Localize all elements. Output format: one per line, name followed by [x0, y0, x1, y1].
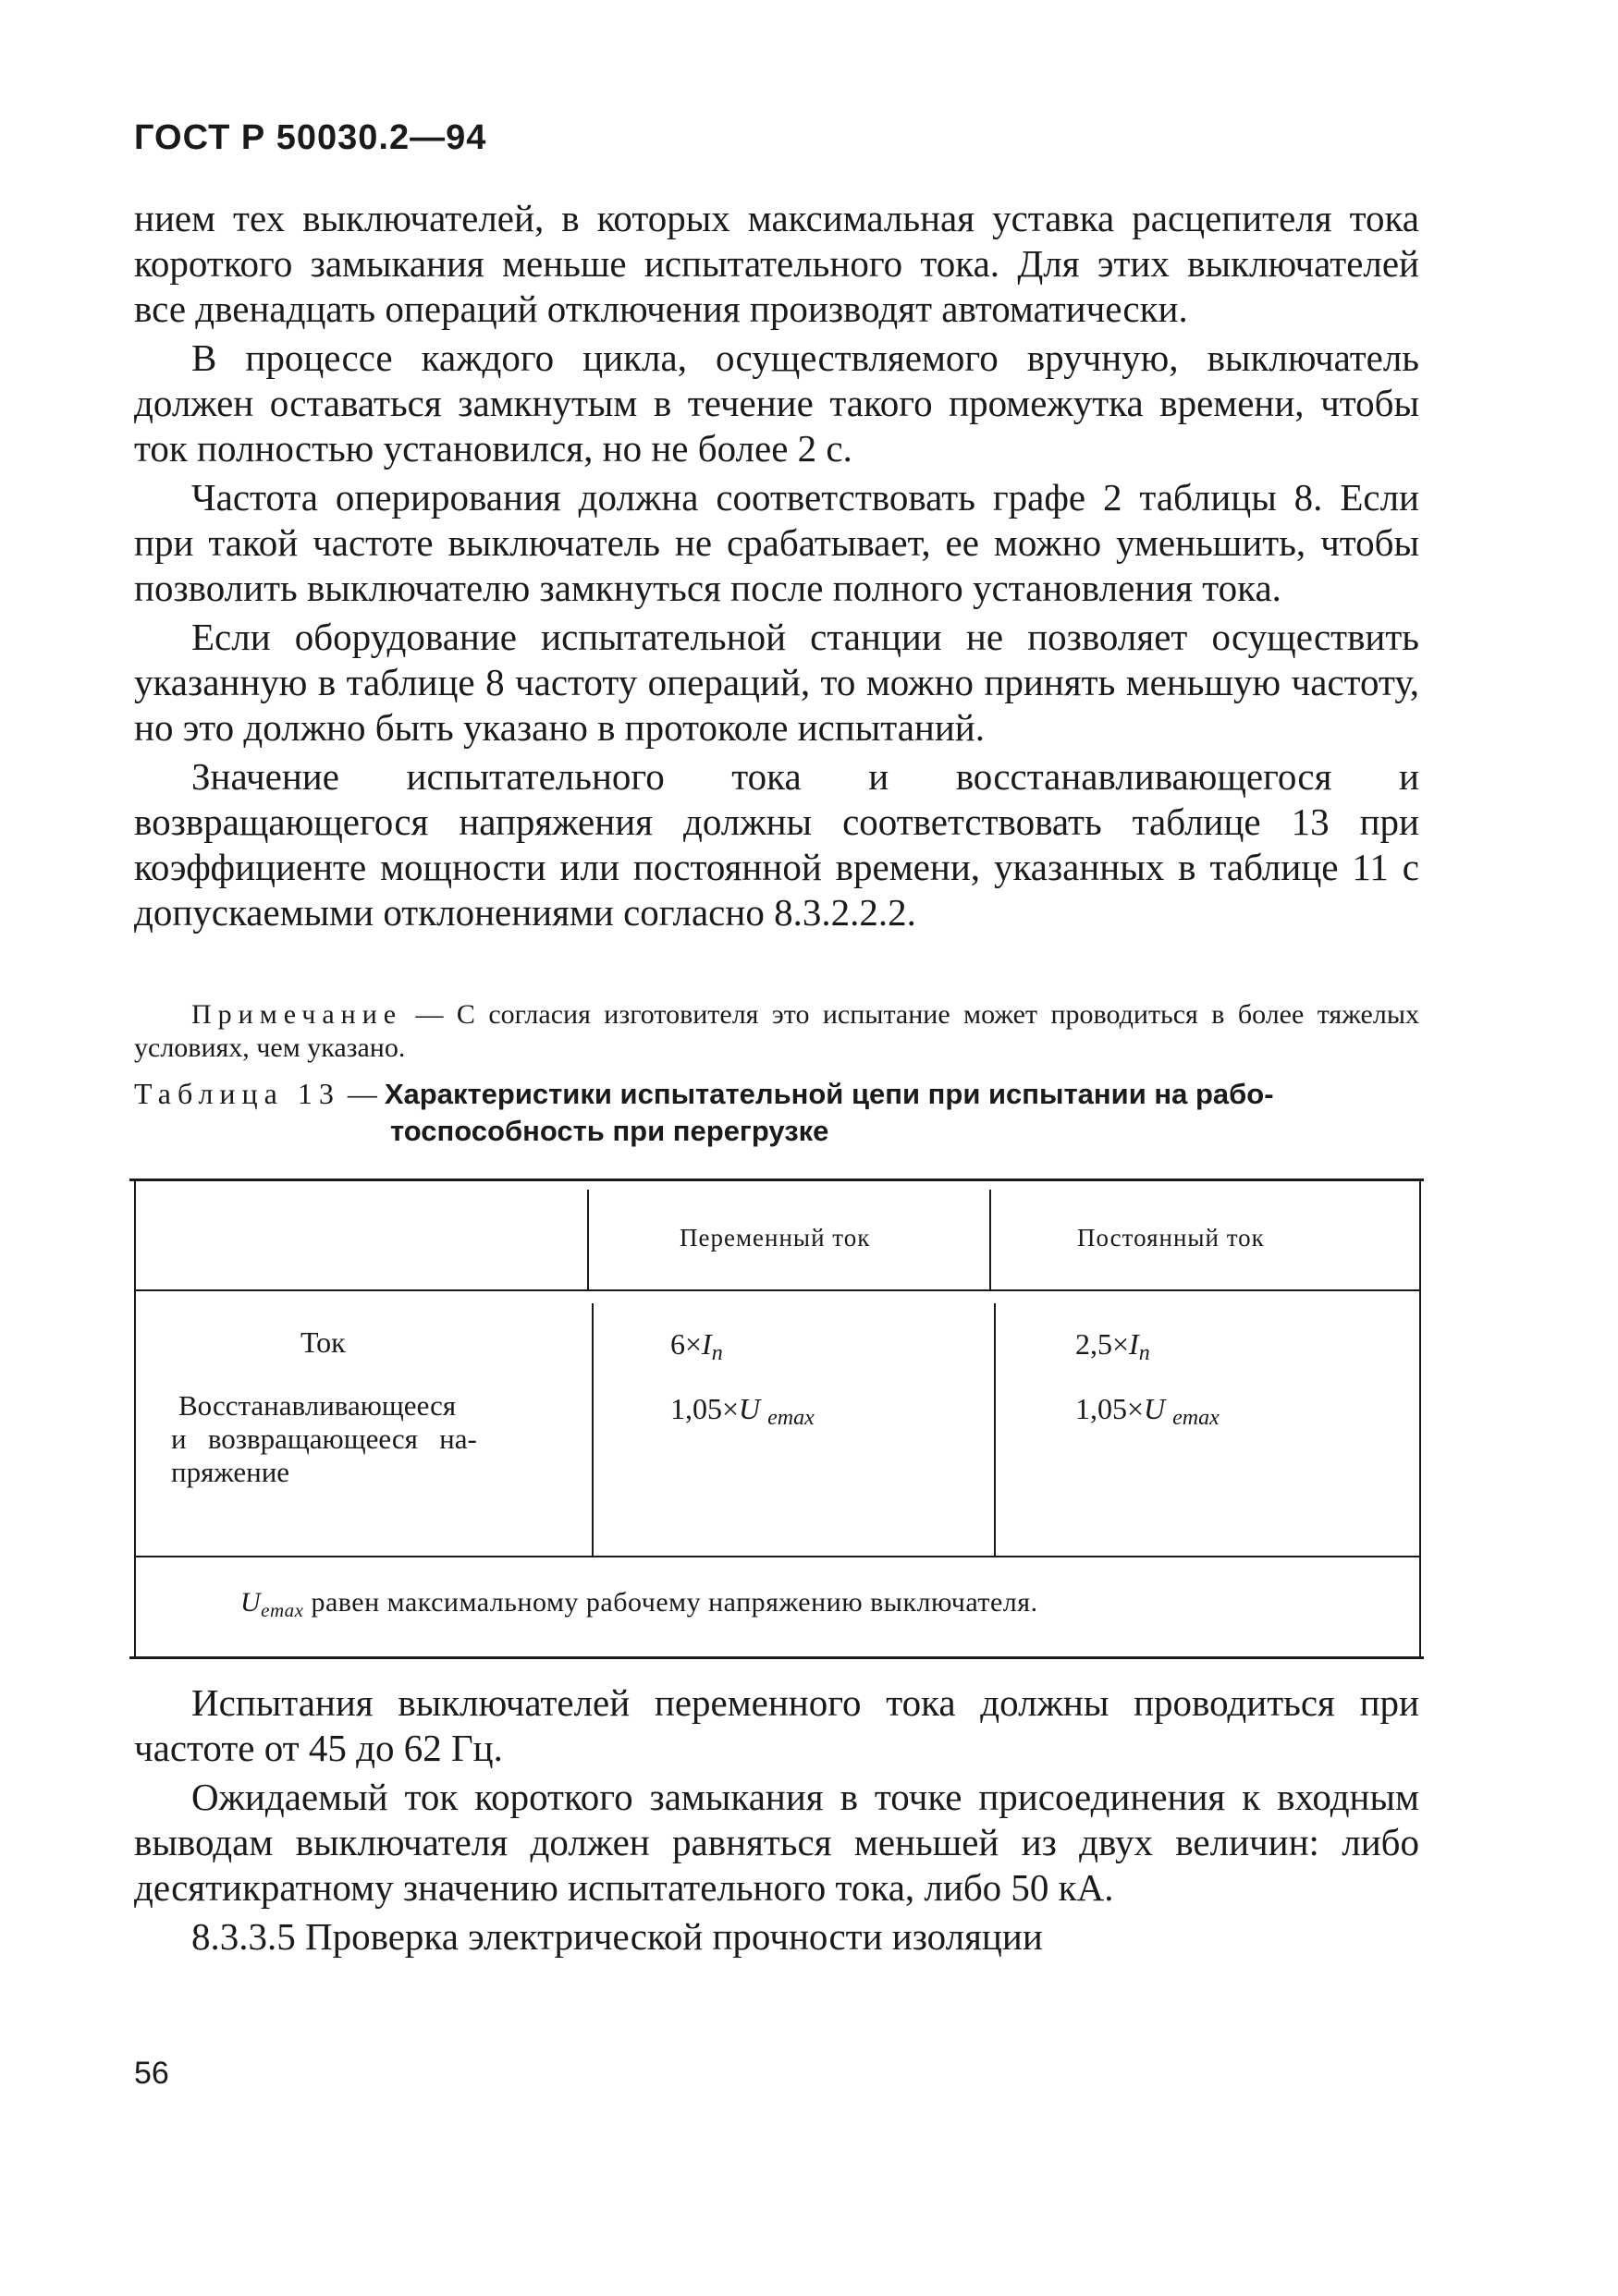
dc-voltage-value: [1075, 1391, 1220, 1435]
note: [134, 998, 1419, 1065]
table-caption: [134, 1075, 1419, 1150]
col-divider-2-body: [994, 1303, 996, 1556]
table-13: [129, 1179, 1424, 1659]
col-divider-2-header: [989, 1190, 991, 1289]
col-divider-1-header: [587, 1190, 589, 1289]
paragraph: нием тех выключателей, в которых максимальная уставка расцепителя тока короткого замыкания меньше испытательного тока. Для этих выключателей все двенадцать операций отключения производят автоматически.: [134, 197, 1419, 330]
table-body-rule: [134, 1556, 1421, 1557]
table-caption-label: Таблица 13: [134, 1077, 340, 1110]
paragraph: Частота оперирования должна соответствовать графе 2 таблицы 8. Если при такой частоте выключатель не срабатывает, ее можно уменьшить, чтобы позволить выключателю замкнуться после полного установления тока.: [134, 476, 1419, 609]
ac-current-coef: 6×: [670, 1327, 703, 1361]
row-label-voltage-line3: пряжение: [171, 1456, 290, 1488]
table-caption-title-line2: тоспособность при перегрузке: [390, 1115, 829, 1147]
row-label-current: Ток: [300, 1325, 346, 1359]
section-heading: 8.3.3.5 Проверка электрической прочности изоляции: [191, 1915, 1043, 1958]
paragraph: Значение испытательного тока и восстанавливающегося и возвращающегося напряжения должны соответствовать таблице 13 при коэффициенте мощности или постоянной времени, указанных в таблице 11 с допускаемыми отклонениями согласно 8.3.2.2.2.: [134, 755, 1419, 934]
footnote-symbol: U: [240, 1587, 262, 1618]
body-text-bottom: [134, 1680, 1419, 1960]
dc-current-symbol: I: [1129, 1327, 1139, 1361]
ac-voltage-subscript: emax: [767, 1406, 815, 1430]
table-top-rule: [129, 1179, 1424, 1181]
table-left-border: [134, 1179, 136, 1659]
paragraph: Испытания выключателей переменного тока должны проводиться при частоте от 45 до 62 Гц.: [134, 1681, 1419, 1769]
dc-voltage-symbol: U: [1144, 1392, 1166, 1425]
ac-voltage-symbol: U: [739, 1392, 761, 1425]
table-caption-dash: —: [339, 1077, 385, 1110]
footnote-text: равен максимальному рабочему напряжению выключателя.: [303, 1587, 1038, 1618]
row-label-voltage-line2: и возвращающееся на-: [171, 1423, 477, 1455]
note-label: Примечание: [191, 999, 403, 1030]
column-header-ac: Переменный ток: [680, 1224, 871, 1252]
body-text-top: [134, 196, 1419, 935]
column-header-dc: Постоянный ток: [1077, 1224, 1265, 1252]
ac-voltage-value: [670, 1391, 815, 1435]
page-number: 56: [134, 2056, 169, 2091]
dc-voltage-subscript: emax: [1172, 1406, 1220, 1430]
ac-voltage-coef: 1,05×: [670, 1392, 740, 1425]
table-right-border: [1419, 1179, 1421, 1659]
paragraph: Ожидаемый ток короткого замыкания в точке присоединения к входным выводам выключателя должен равняться меньшей из двух величин: либо десятикратному значению испытательного тока, либо 50 кА.: [134, 1776, 1419, 1909]
footnote-subscript: emax: [261, 1599, 304, 1621]
paragraph: В процессе каждого цикла, осуществляемого вручную, выключатель должен оставаться замкнутым в течение такого промежутка времени, чтобы ток полностью установился, но не более 2 с.: [134, 336, 1419, 470]
col-divider-1-body: [592, 1303, 594, 1556]
document-header: ГОСТ Р 50030.2—94: [134, 118, 487, 157]
ac-current-value: [670, 1326, 723, 1371]
table-footnote: [240, 1585, 1038, 1628]
ac-current-symbol: I: [702, 1327, 712, 1361]
row-label-voltage-line1: Восстанавливающееся: [178, 1389, 457, 1422]
dc-current-value: [1075, 1326, 1150, 1371]
table-caption-title-line1: Характеристики испытательной цепи при испытании на рабо-: [384, 1078, 1274, 1110]
table-header-rule: [134, 1289, 1421, 1291]
ac-current-subscript: n: [711, 1341, 723, 1365]
paragraph: Если оборудование испытательной станции не позволяет осуществить указанную в таблице 8 частоту операций, то можно принять меньшую частоту, но это должно быть указано в протоколе испытаний.: [134, 616, 1419, 749]
dc-current-subscript: n: [1138, 1341, 1150, 1365]
dc-current-coef: 2,5×: [1075, 1327, 1130, 1361]
dc-voltage-coef: 1,05×: [1075, 1392, 1145, 1425]
table-bottom-rule: [129, 1656, 1424, 1659]
row-label-voltage: [171, 1389, 569, 1489]
note-text: — С согласия изготовителя это испытание может проводиться в более тяжелых условиях, чем указано.: [134, 999, 1419, 1063]
